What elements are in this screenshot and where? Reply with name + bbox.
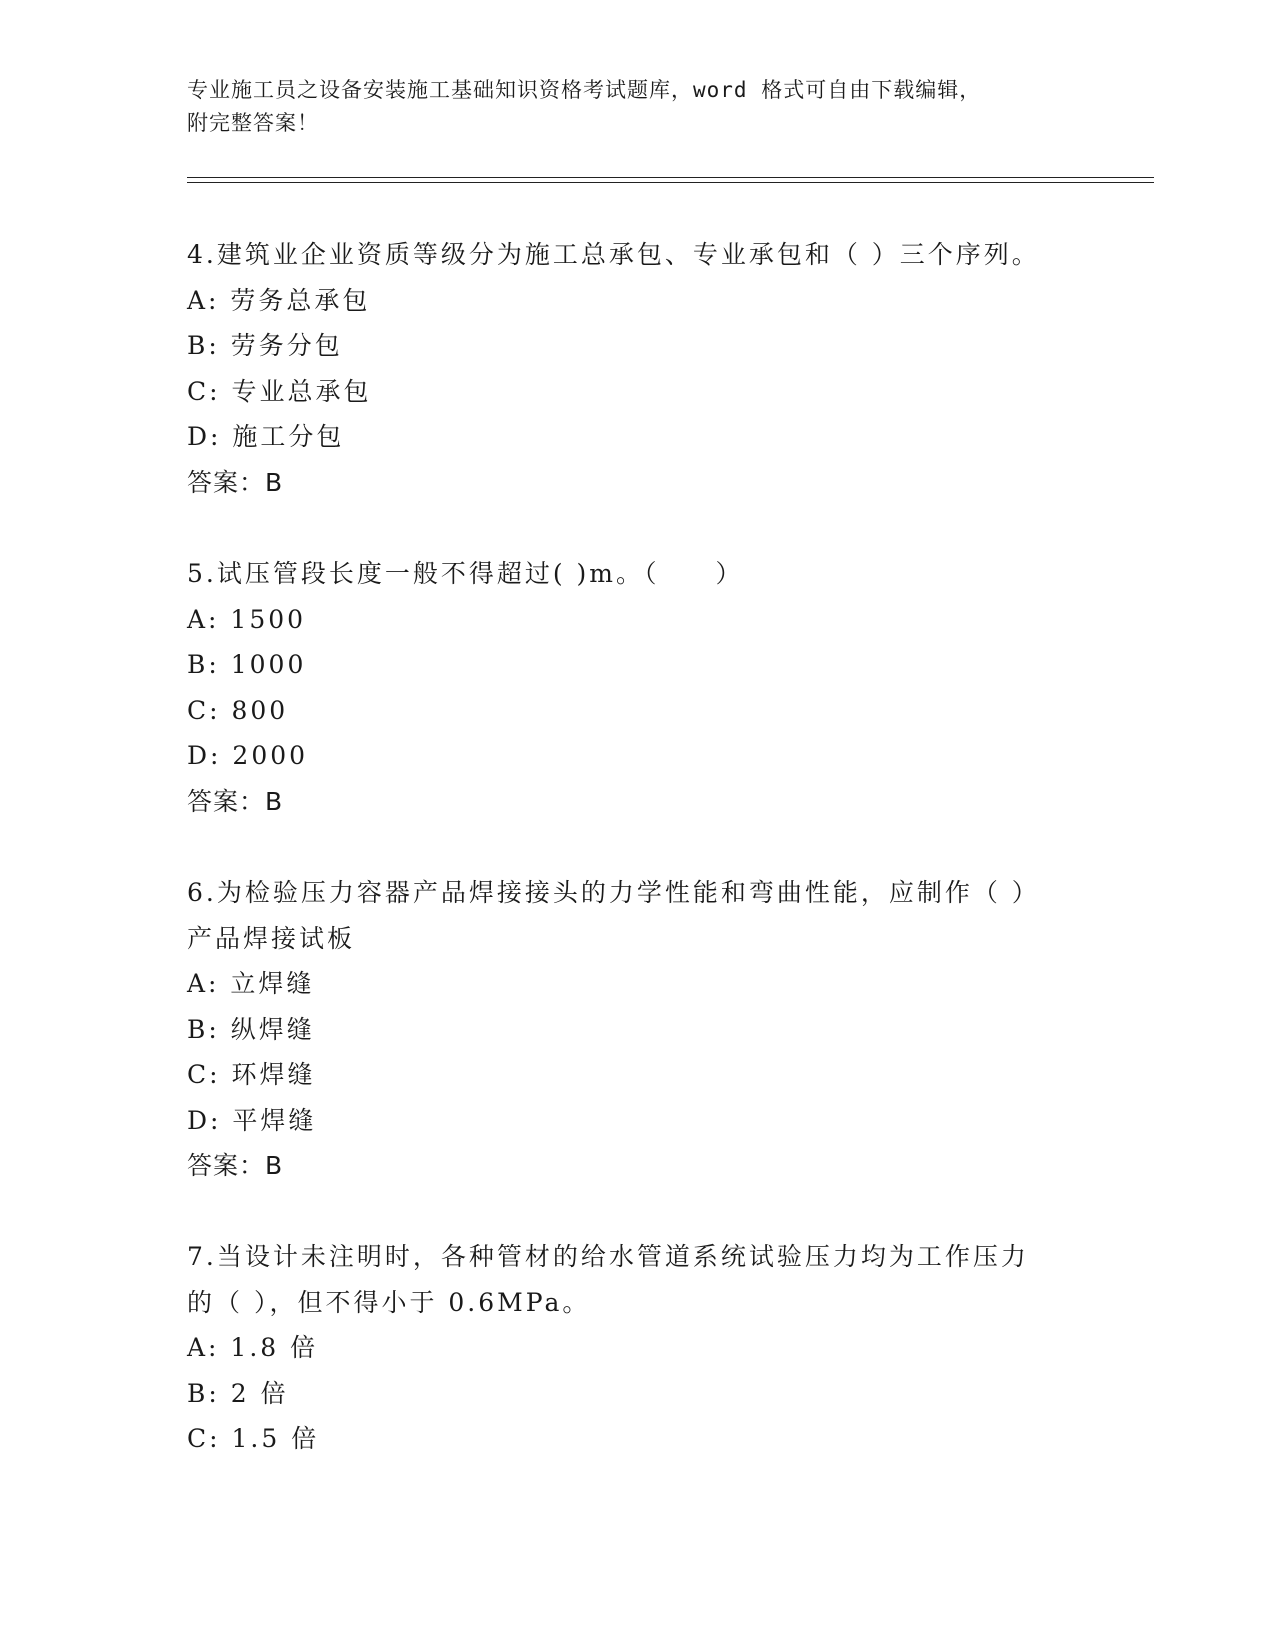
question-stem: 4.建筑业企业资质等级分为施工总承包、专业承包和（ ）三个序列。 <box>187 240 1040 269</box>
option-d: D: 施工分包 <box>187 422 345 451</box>
answer: 答案：B <box>187 1151 284 1180</box>
question-7 <box>187 1234 1067 1462</box>
question-stem-line-2: 产品焊接试板 <box>187 923 356 953</box>
question-5 <box>187 551 1067 824</box>
answer: 答案：B <box>187 467 284 497</box>
question-4 <box>187 232 1067 505</box>
option-d: D: 平焊缝 <box>187 1105 317 1135</box>
option-a: A: 立焊缝 <box>187 969 315 998</box>
document-header <box>187 74 1067 140</box>
option-b: B: 2 倍 <box>187 1378 289 1408</box>
option-b: B: 1000 <box>187 650 307 679</box>
header-line-2: 附完整答案！ <box>187 111 319 135</box>
question-stem-line-1: 7.当设计未注明时，各种管材的给水管道系统试验压力均为工作压力 <box>187 1242 1029 1271</box>
option-a: A: 1.8 倍 <box>187 1333 319 1362</box>
option-c: C: 800 <box>187 695 289 725</box>
question-6 <box>187 870 1067 1189</box>
question-stem: 5.试压管段长度一般不得超过( )m。（ ） <box>187 559 744 588</box>
option-a: A: 劳务总承包 <box>187 285 371 315</box>
header-divider-bottom <box>187 182 1154 183</box>
answer: 答案：B <box>187 786 284 816</box>
question-stem-line-1: 6.为检验压力容器产品焊接接头的力学性能和弯曲性能，应制作（ ） <box>187 878 1040 907</box>
option-b: B: 劳务分包 <box>187 331 343 360</box>
option-c: C: 专业总承包 <box>187 376 372 406</box>
question-stem-line-2: 的（ ），但不得小于 0.6MPa。 <box>187 1287 591 1317</box>
header-line-1: 专业施工员之设备安装施工基础知识资格考试题库，word 格式可自由下载编辑， <box>187 78 982 102</box>
option-b: B: 纵焊缝 <box>187 1014 315 1044</box>
header-divider-top <box>187 177 1154 178</box>
option-d: D: 2000 <box>187 741 309 770</box>
option-a: A: 1500 <box>187 604 307 634</box>
option-c: C: 环焊缝 <box>187 1060 316 1089</box>
option-c: C: 1.5 倍 <box>187 1424 320 1453</box>
